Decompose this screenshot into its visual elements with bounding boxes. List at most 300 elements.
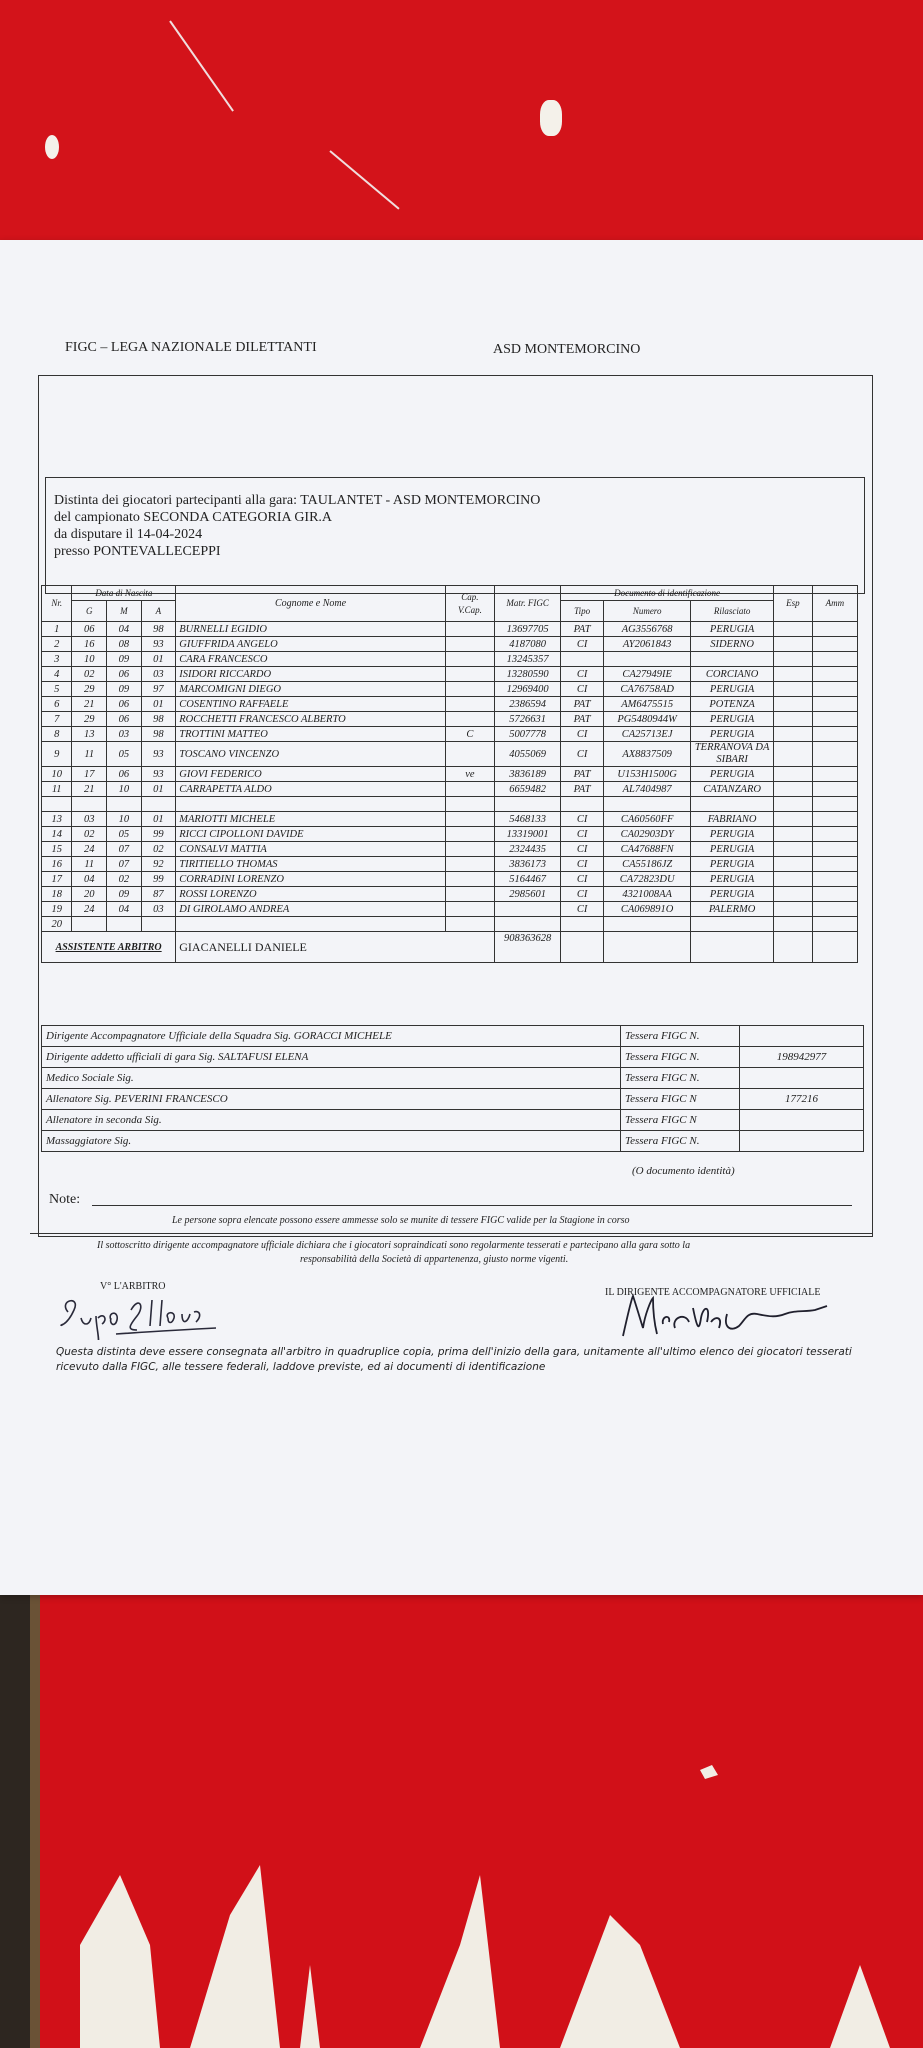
- doc-type: CI: [561, 887, 604, 902]
- staff-tessera-number: 198942977: [740, 1047, 864, 1068]
- matricola: 13697705: [495, 622, 561, 637]
- col-a: A: [141, 601, 176, 622]
- header-club: ASD MONTEMORCINO: [493, 342, 641, 357]
- col-doc: Documento di identificazione: [561, 586, 774, 601]
- col-amm: Amm: [812, 586, 857, 622]
- doc-issued: [691, 797, 774, 812]
- doc-issued: PALERMO: [691, 902, 774, 917]
- player-name: ROSSI LORENZO: [176, 887, 446, 902]
- doc-issued: FABRIANO: [691, 812, 774, 827]
- staff-tessera-number: [740, 1068, 864, 1089]
- player-nr: 18: [42, 887, 72, 902]
- amm-cell: [812, 782, 857, 797]
- esp-cell: [774, 742, 813, 767]
- frame-bottom: [30, 1233, 873, 1234]
- empty-cell: [561, 932, 604, 963]
- birth-year: 01: [141, 697, 176, 712]
- matricola: [495, 917, 561, 932]
- staff-row: [42, 1110, 864, 1131]
- captain-mark: [445, 887, 494, 902]
- esp-cell: [774, 652, 813, 667]
- player-nr: 13: [42, 812, 72, 827]
- assistant-matr: 908363628: [495, 932, 561, 963]
- doc-type: PAT: [561, 697, 604, 712]
- staff-table: [41, 1025, 864, 1152]
- player-nr: 2: [42, 637, 72, 652]
- birth-year: 98: [141, 712, 176, 727]
- col-numero: Numero: [604, 601, 691, 622]
- match-date: da disputare il 14-04-2024: [54, 527, 203, 542]
- player-name: [176, 917, 446, 932]
- player-name: TOSCANO VINCENZO: [176, 742, 446, 767]
- esp-cell: [774, 842, 813, 857]
- player-name: BURNELLI EGIDIO: [176, 622, 446, 637]
- doc-type: CI: [561, 742, 604, 767]
- doc-issued: PERUGIA: [691, 827, 774, 842]
- player-name: COSENTINO RAFFAELE: [176, 697, 446, 712]
- player-nr: 11: [42, 782, 72, 797]
- matricola: [495, 797, 561, 812]
- matricola: 13319001: [495, 827, 561, 842]
- birth-month: 10: [107, 812, 142, 827]
- birth-day: 02: [72, 667, 107, 682]
- doc-type: CI: [561, 827, 604, 842]
- doc-note: (O documento identità): [632, 1165, 735, 1177]
- matricola: 13280590: [495, 667, 561, 682]
- match-title: Distinta dei giocatori partecipanti alla gara: TAULANTET - ASD MONTEMORCINO: [54, 493, 541, 508]
- player-name: CONSALVI MATTIA: [176, 842, 446, 857]
- doc-type: CI: [561, 682, 604, 697]
- birth-day: 21: [72, 697, 107, 712]
- birth-month: 06: [107, 667, 142, 682]
- birth-year: 01: [141, 652, 176, 667]
- player-row: [42, 872, 858, 887]
- player-row: [42, 652, 858, 667]
- amm-cell: [812, 622, 857, 637]
- birth-day: 29: [72, 682, 107, 697]
- col-esp: Esp: [774, 586, 813, 622]
- paint-chip: [45, 135, 59, 159]
- player-name: DI GIROLAMO ANDREA: [176, 902, 446, 917]
- doc-type: PAT: [561, 782, 604, 797]
- esp-cell: [774, 727, 813, 742]
- player-nr: 7: [42, 712, 72, 727]
- doc-issued: PERUGIA: [691, 727, 774, 742]
- player-nr: 1: [42, 622, 72, 637]
- esp-cell: [774, 797, 813, 812]
- amm-cell: [812, 652, 857, 667]
- doc-issued: PERUGIA: [691, 872, 774, 887]
- player-row: [42, 827, 858, 842]
- birth-month: 09: [107, 887, 142, 902]
- staff-tessera-label: Tessera FIGC N.: [621, 1047, 740, 1068]
- doc-issued: PERUGIA: [691, 887, 774, 902]
- birth-year: 92: [141, 857, 176, 872]
- birth-day: [72, 917, 107, 932]
- doc-number: CA60560FF: [604, 812, 691, 827]
- captain-mark: [445, 902, 494, 917]
- player-row: [42, 917, 858, 932]
- birth-day: [72, 797, 107, 812]
- doc-issued: PERUGIA: [691, 767, 774, 782]
- paint-damage: [0, 1585, 923, 2048]
- doc-number: CA55186JZ: [604, 857, 691, 872]
- birth-month: [107, 917, 142, 932]
- player-row: [42, 742, 858, 767]
- captain-mark: [445, 827, 494, 842]
- assistant-label: ASSISTENTE ARBITRO: [42, 932, 176, 963]
- birth-month: 04: [107, 902, 142, 917]
- doc-issued: POTENZA: [691, 697, 774, 712]
- captain-mark: ve: [445, 767, 494, 782]
- staff-role: Allenatore in seconda Sig.: [42, 1110, 621, 1131]
- player-nr: 5: [42, 682, 72, 697]
- esp-cell: [774, 667, 813, 682]
- birth-month: 07: [107, 842, 142, 857]
- doc-number: [604, 797, 691, 812]
- player-name: CARA FRANCESCO: [176, 652, 446, 667]
- captain-mark: C: [445, 727, 494, 742]
- doc-type: CI: [561, 842, 604, 857]
- col-tipo: Tipo: [561, 601, 604, 622]
- referee-signature: [56, 1290, 226, 1340]
- col-rilasciato: Rilasciato: [691, 601, 774, 622]
- amm-cell: [812, 742, 857, 767]
- doc-type: PAT: [561, 767, 604, 782]
- doc-issued: PERUGIA: [691, 622, 774, 637]
- amm-cell: [812, 767, 857, 782]
- doc-number: AX8837509: [604, 742, 691, 767]
- player-row: [42, 767, 858, 782]
- staff-row: [42, 1026, 864, 1047]
- staff-tessera-number: [740, 1110, 864, 1131]
- empty-cell: [774, 932, 813, 963]
- birth-month: 06: [107, 767, 142, 782]
- doc-number: 4321008AA: [604, 887, 691, 902]
- matricola: 5468133: [495, 812, 561, 827]
- staff-body: [42, 1026, 864, 1152]
- col-birth: Data di Nascita: [72, 586, 176, 601]
- empty-cell: [604, 932, 691, 963]
- matricola: 3836189: [495, 767, 561, 782]
- staff-role: Medico Sociale Sig.: [42, 1068, 621, 1089]
- captain-mark: [445, 667, 494, 682]
- player-row: [42, 712, 858, 727]
- birth-year: 98: [141, 727, 176, 742]
- staff-row: [42, 1047, 864, 1068]
- birth-month: 09: [107, 652, 142, 667]
- amm-cell: [812, 872, 857, 887]
- staff-tessera-number: [740, 1026, 864, 1047]
- birth-year: 01: [141, 782, 176, 797]
- player-nr: 14: [42, 827, 72, 842]
- player-name: CORRADINI LORENZO: [176, 872, 446, 887]
- staff-tessera-number: 177216: [740, 1089, 864, 1110]
- staff-role: Massaggiatore Sig.: [42, 1131, 621, 1152]
- birth-day: 21: [72, 782, 107, 797]
- birth-year: 03: [141, 902, 176, 917]
- amm-cell: [812, 637, 857, 652]
- birth-year: 93: [141, 637, 176, 652]
- doc-type: CI: [561, 857, 604, 872]
- birth-day: 29: [72, 712, 107, 727]
- doc-issued: CORCIANO: [691, 667, 774, 682]
- doc-issued: SIDERNO: [691, 637, 774, 652]
- matricola: 6659482: [495, 782, 561, 797]
- note-text: Le persone sopra elencate possono essere ammesse solo se munite di tessere FIGC valide per la Stagione in corso: [172, 1215, 630, 1226]
- note-label: Note:: [49, 1192, 81, 1207]
- player-name: MARIOTTI MICHELE: [176, 812, 446, 827]
- matricola: 5726631: [495, 712, 561, 727]
- doc-number: CA27949IE: [604, 667, 691, 682]
- player-row: [42, 667, 858, 682]
- amm-cell: [812, 727, 857, 742]
- player-name: TIRITIELLO THOMAS: [176, 857, 446, 872]
- esp-cell: [774, 782, 813, 797]
- player-nr: 4: [42, 667, 72, 682]
- birth-year: 03: [141, 667, 176, 682]
- player-row: [42, 622, 858, 637]
- paint-chip: [540, 100, 562, 136]
- manager-signature: [615, 1288, 865, 1343]
- birth-day: 10: [72, 652, 107, 667]
- doc-issued: TERRANOVA DA SIBARI: [691, 742, 774, 767]
- doc-issued: PERUGIA: [691, 842, 774, 857]
- matricola: 4055069: [495, 742, 561, 767]
- birth-year: 93: [141, 767, 176, 782]
- col-cap: Cap. V.Cap.: [445, 586, 494, 622]
- birth-month: 06: [107, 697, 142, 712]
- birth-year: 99: [141, 872, 176, 887]
- birth-day: 11: [72, 857, 107, 872]
- player-nr: 8: [42, 727, 72, 742]
- birth-month: 08: [107, 637, 142, 652]
- player-row: [42, 842, 858, 857]
- amm-cell: [812, 887, 857, 902]
- player-row: [42, 812, 858, 827]
- note-line: [92, 1205, 852, 1206]
- player-nr: 20: [42, 917, 72, 932]
- player-row: [42, 887, 858, 902]
- player-name: GIUFFRIDA ANGELO: [176, 637, 446, 652]
- col-matr: Matr. FIGC: [495, 586, 561, 622]
- doc-type: PAT: [561, 712, 604, 727]
- header-federation: FIGC – LEGA NAZIONALE DILETTANTI: [65, 340, 317, 355]
- player-row: [42, 682, 858, 697]
- staff-role: Allenatore Sig. PEVERINI FRANCESCO: [42, 1089, 621, 1110]
- doc-number: CA47688FN: [604, 842, 691, 857]
- player-nr: 9: [42, 742, 72, 767]
- player-name: GIOVI FEDERICO: [176, 767, 446, 782]
- player-nr: 19: [42, 902, 72, 917]
- doc-number: CA069891O: [604, 902, 691, 917]
- birth-year: 98: [141, 622, 176, 637]
- player-nr: 17: [42, 872, 72, 887]
- staff-row: [42, 1068, 864, 1089]
- staff-role: Dirigente addetto ufficiali di gara Sig. SALTAFUSI ELENA: [42, 1047, 621, 1068]
- staff-tessera-label: Tessera FIGC N: [621, 1089, 740, 1110]
- matricola: 4187080: [495, 637, 561, 652]
- captain-mark: [445, 697, 494, 712]
- player-name: ISIDORI RICCARDO: [176, 667, 446, 682]
- captain-mark: [445, 622, 494, 637]
- players-table: [41, 585, 858, 963]
- captain-mark: [445, 637, 494, 652]
- doc-issued: PERUGIA: [691, 682, 774, 697]
- staff-row: [42, 1131, 864, 1152]
- birth-year: [141, 917, 176, 932]
- player-nr: 3: [42, 652, 72, 667]
- captain-mark: [445, 812, 494, 827]
- player-nr: 6: [42, 697, 72, 712]
- esp-cell: [774, 827, 813, 842]
- birth-year: 87: [141, 887, 176, 902]
- matricola: [495, 902, 561, 917]
- matricola: 2324435: [495, 842, 561, 857]
- birth-day: 02: [72, 827, 107, 842]
- player-nr: 16: [42, 857, 72, 872]
- birth-month: 06: [107, 712, 142, 727]
- matricola: 2386594: [495, 697, 561, 712]
- doc-type: PAT: [561, 622, 604, 637]
- col-m: M: [107, 601, 142, 622]
- player-row: [42, 697, 858, 712]
- esp-cell: [774, 767, 813, 782]
- captain-mark: [445, 797, 494, 812]
- player-name: RICCI CIPOLLONI DAVIDE: [176, 827, 446, 842]
- doc-type: [561, 917, 604, 932]
- match-venue: presso PONTEVALLECEPPI: [54, 544, 221, 559]
- player-name: ROCCHETTI FRANCESCO ALBERTO: [176, 712, 446, 727]
- birth-year: 99: [141, 827, 176, 842]
- esp-cell: [774, 812, 813, 827]
- player-name: MARCOMIGNI DIEGO: [176, 682, 446, 697]
- amm-cell: [812, 712, 857, 727]
- staff-tessera-label: Tessera FIGC N.: [621, 1026, 740, 1047]
- birth-day: 06: [72, 622, 107, 637]
- player-row: [42, 727, 858, 742]
- empty-cell: [691, 932, 774, 963]
- player-nr: 15: [42, 842, 72, 857]
- birth-month: 02: [107, 872, 142, 887]
- amm-cell: [812, 842, 857, 857]
- staff-tessera-label: Tessera FIGC N.: [621, 1131, 740, 1152]
- esp-cell: [774, 622, 813, 637]
- doc-type: [561, 797, 604, 812]
- birth-month: 09: [107, 682, 142, 697]
- amm-cell: [812, 917, 857, 932]
- birth-day: 20: [72, 887, 107, 902]
- declaration-line1: Il sottoscritto dirigente accompagnatore ufficiale dichiara che i giocatori sopraindicati sono regolarmente tesserati e partecipano alla gara sotto la: [97, 1240, 691, 1251]
- captain-mark: [445, 857, 494, 872]
- birth-year: 97: [141, 682, 176, 697]
- birth-month: 05: [107, 827, 142, 842]
- amm-cell: [812, 827, 857, 842]
- captain-mark: [445, 682, 494, 697]
- matricola: 12969400: [495, 682, 561, 697]
- doc-type: CI: [561, 727, 604, 742]
- captain-mark: [445, 872, 494, 887]
- doc-issued: [691, 652, 774, 667]
- birth-day: 16: [72, 637, 107, 652]
- doc-number: [604, 652, 691, 667]
- esp-cell: [774, 712, 813, 727]
- doc-number: CA76758AD: [604, 682, 691, 697]
- doc-number: U153H1500G: [604, 767, 691, 782]
- esp-cell: [774, 857, 813, 872]
- doc-number: CA02903DY: [604, 827, 691, 842]
- esp-cell: [774, 682, 813, 697]
- esp-cell: [774, 872, 813, 887]
- staff-tessera-number: [740, 1131, 864, 1152]
- match-championship: del campionato SECONDA CATEGORIA GIR.A: [54, 510, 333, 525]
- referee-label: V° L'ARBITRO: [100, 1281, 166, 1292]
- doc-issued: [691, 917, 774, 932]
- staff-tessera-label: Tessera FIGC N: [621, 1110, 740, 1131]
- assistant-name: GIACANELLI DANIELE: [176, 932, 495, 963]
- matricola: 2985601: [495, 887, 561, 902]
- doc-type: CI: [561, 872, 604, 887]
- doc-number: CA25713EJ: [604, 727, 691, 742]
- player-nr: 10: [42, 767, 72, 782]
- birth-year: 02: [141, 842, 176, 857]
- captain-mark: [445, 917, 494, 932]
- player-row: [42, 797, 858, 812]
- birth-day: 17: [72, 767, 107, 782]
- birth-year: [141, 797, 176, 812]
- doc-number: AL7404987: [604, 782, 691, 797]
- player-row: [42, 857, 858, 872]
- esp-cell: [774, 917, 813, 932]
- matricola: 5164467: [495, 872, 561, 887]
- birth-month: 10: [107, 782, 142, 797]
- player-name: CARRAPETTA ALDO: [176, 782, 446, 797]
- birth-month: 03: [107, 727, 142, 742]
- empty-cell: [812, 932, 857, 963]
- doc-number: CA72823DU: [604, 872, 691, 887]
- doc-number: AY2061843: [604, 637, 691, 652]
- doc-number: PG5480944W: [604, 712, 691, 727]
- doc-issued: PERUGIA: [691, 857, 774, 872]
- doc-number: AG3556768: [604, 622, 691, 637]
- birth-day: 24: [72, 842, 107, 857]
- player-row: [42, 902, 858, 917]
- amm-cell: [812, 812, 857, 827]
- instructions-text: Questa distinta deve essere consegnata all'arbitro in quadruplice copia, prima dell'inizio della gara, unitamente all'ultimo elenco dei giocatori tesserati ricevuto dalla FIGC, alle tessere federali, laddove previste, ed ai documenti di identificazione: [56, 1346, 852, 1373]
- staff-row: [42, 1089, 864, 1110]
- red-surface-top: [0, 0, 923, 250]
- esp-cell: [774, 697, 813, 712]
- player-row: [42, 637, 858, 652]
- matricola: 5007778: [495, 727, 561, 742]
- captain-mark: [445, 782, 494, 797]
- birth-month: 04: [107, 622, 142, 637]
- birth-day: 13: [72, 727, 107, 742]
- birth-month: 05: [107, 742, 142, 767]
- doc-issued: PERUGIA: [691, 712, 774, 727]
- player-name: [176, 797, 446, 812]
- doc-type: CI: [561, 637, 604, 652]
- players-body: [42, 622, 858, 932]
- col-name: Cognome e Nome: [176, 586, 446, 622]
- doc-type: CI: [561, 812, 604, 827]
- manager-label: IL DIRIGENTE ACCOMPAGNATORE UFFICIALE: [605, 1287, 821, 1298]
- staff-tessera-label: Tessera FIGC N.: [621, 1068, 740, 1089]
- birth-day: 04: [72, 872, 107, 887]
- birth-month: 07: [107, 857, 142, 872]
- birth-year: 93: [141, 742, 176, 767]
- doc-number: [604, 917, 691, 932]
